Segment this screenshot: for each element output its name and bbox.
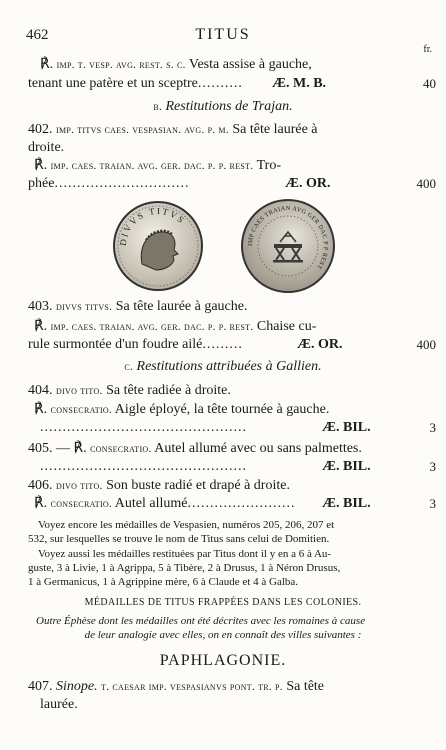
entry-402-price: 400 <box>416 176 436 191</box>
entry-404-grade: Æ. BIL. <box>322 420 371 435</box>
entry-404-leader: .............................................. <box>40 420 247 435</box>
entry-406-price: 3 <box>429 496 436 511</box>
entry-404-price: 3 <box>429 420 436 435</box>
entry-404-line1: 404. divo tito. Sa tête radiée à droite. <box>28 383 231 398</box>
entry-405-line1: 405. — ℟. consecratio. Autel allumé avec ou sans palmettes. <box>28 441 362 456</box>
entry-403-line1: 403. divvs titvs. Sa tête laurée à gauche. <box>28 299 248 314</box>
entry-402-line2: droite. <box>28 140 65 155</box>
entry-top-line1: ℟. imp. t. vesp. avg. rest. s. c. Vesta assise à gauche, <box>40 57 312 72</box>
entry-402-line1: 402. imp. titvs caes. vespasian. avg. p. m. Sa tête laurée à <box>28 122 318 137</box>
note-1-line1: Voyez encore les médailles de Vespasien, numéros 205, 206, 207 et <box>38 519 335 531</box>
entry-407-line1: 407. Sinope. t. caesar imp. vespasianvs pont. tr. p. Sa tête <box>28 679 325 694</box>
running-title: TITUS <box>195 26 251 43</box>
entry-406-line2: ℟. consecratio. Autel allumé........................ <box>34 496 296 511</box>
entry-404-line2: ℟. consecratio. Aigle éployé, la tête tournée à gauche. <box>34 402 330 417</box>
entry-top-grade: Æ. M. B. <box>272 76 327 91</box>
entry-402-grade: Æ. OR. <box>285 176 331 191</box>
page-number: 462 <box>26 27 49 43</box>
colonies-intro-line1: Outre Éphèse dont les médailles ont été décrites avec les romaines à cause <box>36 615 366 627</box>
note-1-line2: 532, sur lesquelles se trouve le nom de Titus sans celui de Domitien. <box>28 533 330 545</box>
coin-obverse-image <box>112 200 204 292</box>
colonies-intro-line2: de leur analogie avec elles, on en connaît des villes suivantes : <box>84 629 362 641</box>
section-c-heading: c. Restitutions attribuées à Gallien. <box>124 359 322 374</box>
coin-reverse-image <box>240 198 336 294</box>
note-2-line1: Voyez aussi les médailles restituées par Titus dont il y en a 6 à Au- <box>38 548 332 560</box>
entry-406-grade: Æ. BIL. <box>322 496 371 511</box>
note-2-line2: guste, 3 à Livie, 1 à Agrippa, 5 à Tibère, 2 à Drusus, 1 à Néron Drusus, <box>28 562 341 574</box>
entry-403-grade: Æ. OR. <box>297 337 343 352</box>
entry-402-line4: phée.............................. <box>28 176 190 191</box>
colonies-heading: MÉDAILLES DE TITUS FRAPPÉES DANS LES COLONIES. <box>84 597 362 608</box>
coin-obverse-legend: DIVVS TITVS <box>117 205 188 247</box>
entry-top-line2: tenant une patère et un sceptre.......... <box>28 76 243 91</box>
coin-reverse-legend: IMP CAES TRAIAN AVG GER DAC P P REST <box>246 204 330 271</box>
section-b-heading: b. Restitutions de Trajan. <box>153 99 293 114</box>
entry-407-line2: laurée. <box>40 697 78 712</box>
entry-405-leader: .............................................. <box>40 459 247 474</box>
entry-403-price: 400 <box>416 337 436 352</box>
entry-402-line3: ℟. imp. caes. traian. avg. ger. dac. p. p. rest. Tro- <box>34 158 282 173</box>
entry-405-grade: Æ. BIL. <box>322 459 371 474</box>
entry-406-line1: 406. divo tito. Son buste radié et drapé à droite. <box>28 478 290 493</box>
region-title: PAPHLAGONIE. <box>159 652 287 669</box>
price-column-label: fr. <box>423 44 432 55</box>
entry-403-line2: ℟. imp. caes. traian. avg. ger. dac. p. p. rest. Chaise cu- <box>34 319 317 334</box>
entry-top-price: 40 <box>423 76 436 91</box>
entry-405-price: 3 <box>429 459 436 474</box>
entry-403-line3: rule surmontée d'un foudre ailé......... <box>28 337 243 352</box>
note-2-line3: 1 à Germanicus, 1 à Agrippine mère, 6 à Claude et 4 à Galba. <box>28 576 299 588</box>
